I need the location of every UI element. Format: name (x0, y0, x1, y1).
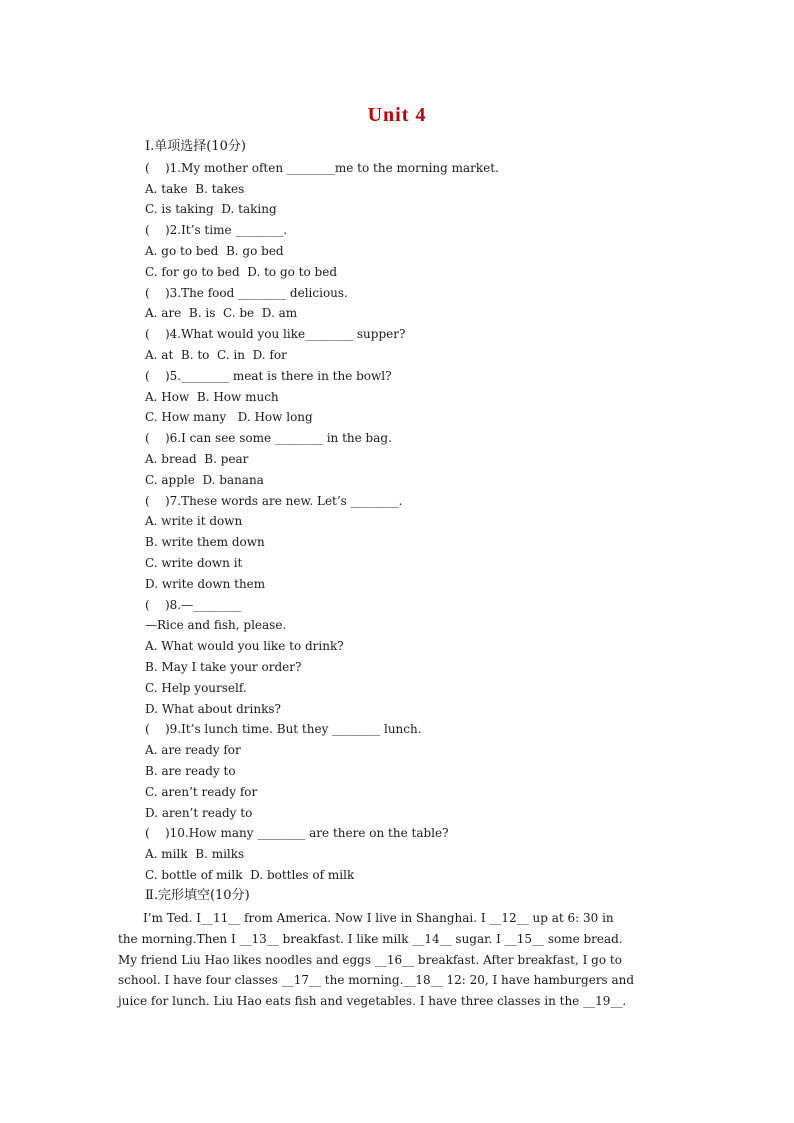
passage-line: I’m Ted. I__11__ from America. Now I live in Shanghai. I __12__ up at 6: 30 in (143, 911, 614, 925)
cloze-passage (118, 908, 678, 1012)
answer-options: A. What would you like to drink? (145, 639, 344, 654)
answer-options: A. milk B. milks (145, 847, 245, 862)
answer-options: D. aren’t ready to (145, 805, 253, 820)
section-1-heading: Ⅰ.单项选择(10分) (145, 139, 246, 154)
answer-options: C. is taking D. taking (145, 202, 277, 217)
question-stem: ( )8.—________ (145, 597, 242, 612)
question-stem: ( )3.The food ________ delicious. (145, 285, 348, 300)
question-stem: ( )6.I can see some ________ in the bag. (145, 431, 392, 446)
answer-options: C. Help yourself. (145, 680, 247, 695)
question-stem: ( )10.How many ________ are there on the table? (145, 826, 449, 841)
question-stem: ( )4.What would you like________ supper? (145, 327, 406, 342)
passage-line: juice for lunch. Liu Hao eats fish and vegetables. I have three classes in the __19__. (118, 994, 627, 1009)
passage-line: the morning.Then I __13__ breakfast. I like milk __14__ sugar. I __15__ some bread. (118, 931, 623, 946)
page-title: Unit 4 (367, 104, 427, 126)
question-list (145, 158, 705, 886)
section-multiple-choice (145, 137, 705, 906)
answer-options: C. How many D. How long (145, 410, 313, 425)
answer-options: A. go to bed B. go bed (145, 243, 284, 258)
answer-options: A. are B. is C. be D. am (145, 306, 298, 321)
answer-options: D. What about drinks? (145, 701, 281, 716)
passage-line: My friend Liu Hao likes noodles and eggs __16__ breakfast. After breakfast, I go to (118, 952, 622, 967)
answer-options: C. aren’t ready for (145, 784, 258, 799)
answer-options: B. May I take your order? (145, 659, 302, 674)
question-stem: ( )2.It’s time ________. (145, 223, 288, 238)
answer-options: D. write down them (145, 576, 266, 591)
answer-options: A. How B. How much (145, 389, 279, 404)
answer-options: B. are ready to (145, 763, 236, 778)
question-stem: ( )9.It’s lunch time. But they ________ lunch. (145, 722, 422, 737)
question-stem: ( )7.These words are new. Let’s ________. (145, 493, 403, 508)
answer-options: A. write it down (145, 514, 243, 529)
answer-options: —Rice and fish, please. (145, 618, 287, 633)
section-2-heading: Ⅱ.完形填空(10分) (145, 887, 250, 903)
question-stem: ( )5.________ meat is there in the bowl? (145, 368, 392, 383)
answer-options: A. are ready for (145, 743, 241, 758)
answer-options: C. apple D. banana (145, 472, 264, 487)
answer-options: C. write down it (145, 555, 243, 570)
answer-options: C. for go to bed D. to go to bed (145, 264, 338, 279)
answer-options: C. bottle of milk D. bottles of milk (145, 867, 355, 882)
answer-options: A. take B. takes (145, 181, 245, 196)
answer-options: B. write them down (145, 535, 265, 550)
passage-line: school. I have four classes __17__ the morning.__18__ 12: 20, I have hamburgers and (118, 973, 635, 988)
answer-options: A. at B. to C. in D. for (145, 347, 287, 362)
answer-options: A. bread B. pear (145, 451, 249, 466)
question-stem: ( )1.My mother often ________me to the morning market. (145, 160, 499, 175)
